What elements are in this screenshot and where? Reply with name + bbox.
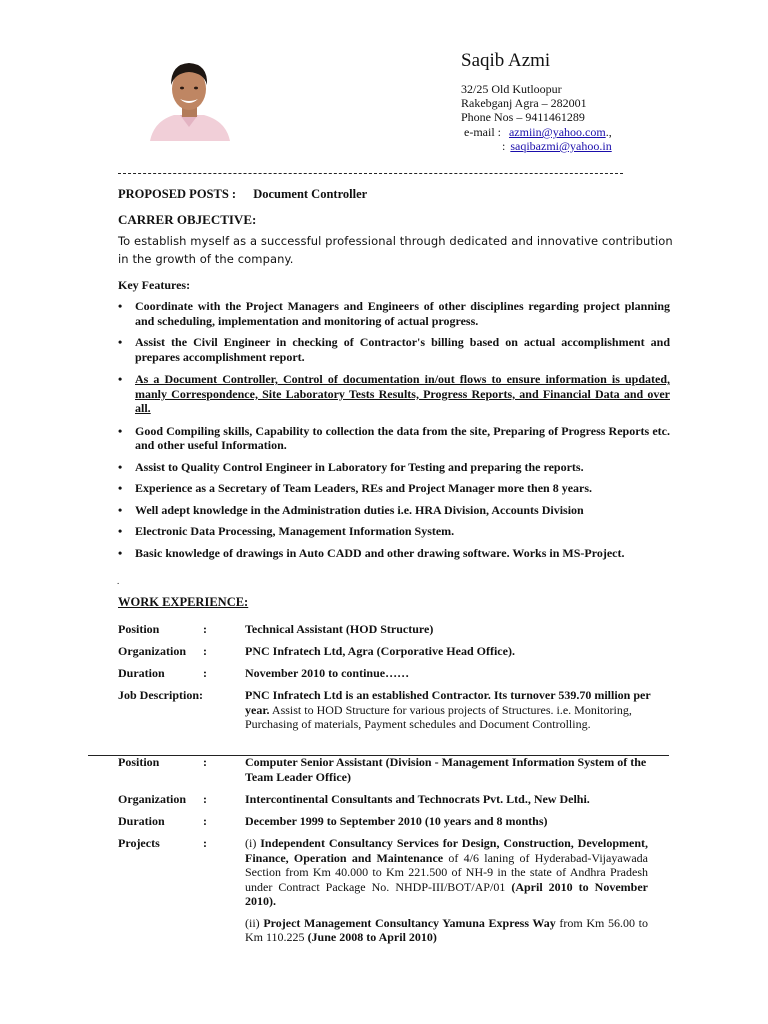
job2-projects-row <box>118 836 678 956</box>
job1-description-row <box>118 688 678 748</box>
proposed-posts-label: PROPOSED POSTS : <box>118 187 237 201</box>
job2-position-label: Position <box>118 755 160 769</box>
email-line-1 <box>464 125 612 139</box>
job2-position-value: Computer Senior Assistant (Division - Management Information System of the Team Leader Office) <box>245 755 647 784</box>
job1-position-row <box>118 622 678 638</box>
job2-organization-value: Intercontinental Consultants and Technocrats Pvt. Ltd., New Delhi. <box>245 792 590 806</box>
feature-item: • Coordinate with the Project Managers and Engineers of other disciplines regarding project planning and scheduling, implementation and monitoring of actual progress. <box>118 299 670 328</box>
email-link-2[interactable]: saqibazmi@yahoo.in <box>510 139 612 153</box>
job1-description-value <box>245 688 655 732</box>
candidate-name: Saqib Azmi <box>461 50 551 71</box>
colon: : <box>203 792 207 806</box>
job2-projects-label: Projects <box>118 836 160 850</box>
job1-description-rest: Assist to HOD Structure for various projects of Structures. i.e. Monitoring, Purchasing of materials, Payment schedules and Document Controlling. <box>245 702 632 731</box>
colon: : <box>203 755 207 769</box>
feature-item: • Good Compiling skills, Capability to collection the data from the site, Preparing of Progress Reports etc. and other useful Information. <box>118 424 670 453</box>
job1-organization-value: PNC Infratech Ltd, Agra (Corporative Head Office). <box>245 644 515 658</box>
email-prefix: : <box>502 139 506 153</box>
job2-projects-list <box>245 836 648 945</box>
colon: : <box>203 836 207 850</box>
feature-item: • Electronic Data Processing, Management Information System. <box>118 524 670 539</box>
email-separator: ., <box>605 125 612 139</box>
feature-item: • Basic knowledge of drawings in Auto CADD and other drawing software. Works in MS-Project. <box>118 546 670 561</box>
feature-item: • Experience as a Secretary of Team Leaders, REs and Project Manager more then 8 years. <box>118 481 670 496</box>
objective-heading: CARRER OBJECTIVE: <box>118 212 257 227</box>
project-1-number: (i) <box>245 836 257 850</box>
colon: : <box>203 622 207 636</box>
project-2-details: from Km 56.00 to Km 110.225 <box>245 915 648 944</box>
job2-duration-row <box>118 814 678 830</box>
key-features-list <box>118 299 670 560</box>
job2-duration-value: December 1999 to September 2010 (10 years and 8 months) <box>245 814 548 828</box>
project-1-details: of 4/6 laning of Hyderabad-Vijayawada Section from Km 40.000 to Km 221.500 of NH-9 in the state of Andhra Pradesh under Contract Package No. NHDP-III/BOT/AP/01 <box>245 850 648 894</box>
job1-description-bold: PNC Infratech Ltd is an established Contractor. Its turnover 539.70 million per year. <box>245 688 651 717</box>
job1-description-label: Job Description: <box>118 688 203 702</box>
project-1-dates: (April 2010 to November 2010). <box>245 879 648 908</box>
job1-organization-row <box>118 644 678 660</box>
job1-duration-value: November 2010 to continue…… <box>245 666 410 680</box>
job2-position-row <box>118 755 678 785</box>
job1-position-label: Position <box>118 622 160 636</box>
job1-position-value: Technical Assistant (HOD Structure) <box>245 622 434 636</box>
feature-item: • As a Document Controller, Control of documentation in/out flows to ensure information is updated, manly Correspondence, Site Laboratory Tests Results, Progress Reports, and Financial Data and over all. <box>118 372 670 416</box>
proposed-posts <box>118 187 367 202</box>
feature-item: • Well adept knowledge in the Administration duties i.e. HRA Division, Accounts Division <box>118 503 670 518</box>
job2-organization-label: Organization <box>118 792 186 806</box>
job1-duration-row <box>118 666 678 682</box>
job1-duration-label: Duration <box>118 666 165 680</box>
stray-dot: . <box>117 576 120 586</box>
phone-number: Phone Nos – 9411461289 <box>461 110 585 124</box>
address-line-2: Rakebganj Agra – 282001 <box>461 96 587 110</box>
project-2-title: Project Management Consultancy Yamuna Express Way <box>263 915 556 930</box>
objective-text: To establish myself as a successful professional through dedicated and innovative contribution in the growth of the company. <box>118 234 673 266</box>
email-line-2 <box>502 139 612 153</box>
header-divider <box>118 173 623 174</box>
email-label: e-mail : <box>464 125 501 139</box>
colon: : <box>203 814 207 828</box>
feature-item: • Assist to Quality Control Engineer in Laboratory for Testing and preparing the reports. <box>118 460 670 475</box>
colon: : <box>203 666 207 680</box>
key-features-heading: Key Features: <box>118 278 191 292</box>
project-2-number: (ii) <box>245 915 260 930</box>
project-1-title: Independent Consultancy Services for Design, Construction, Development, Finance, Operation and Maintenance <box>245 836 648 865</box>
proposed-posts-value: Document Controller <box>253 187 368 201</box>
job1-organization-label: Organization <box>118 644 186 658</box>
project-item-1 <box>245 836 648 909</box>
email-link-1[interactable]: azmiin@yahoo.com <box>508 125 606 139</box>
job2-organization-row <box>118 792 678 808</box>
feature-item: • Assist the Civil Engineer in checking of Contractor's billing based on actual accomplishment and prepares accomplishment report. <box>118 335 670 364</box>
address-line-1: 32/25 Old Kutloopur <box>461 82 562 96</box>
project-item-2 <box>245 916 648 945</box>
job2-duration-label: Duration <box>118 814 165 828</box>
profile-photo <box>140 55 238 141</box>
colon: : <box>203 644 207 658</box>
work-experience-heading: WORK EXPERIENCE: <box>118 595 249 609</box>
project-2-dates: (June 2008 to April 2010) <box>307 930 437 944</box>
